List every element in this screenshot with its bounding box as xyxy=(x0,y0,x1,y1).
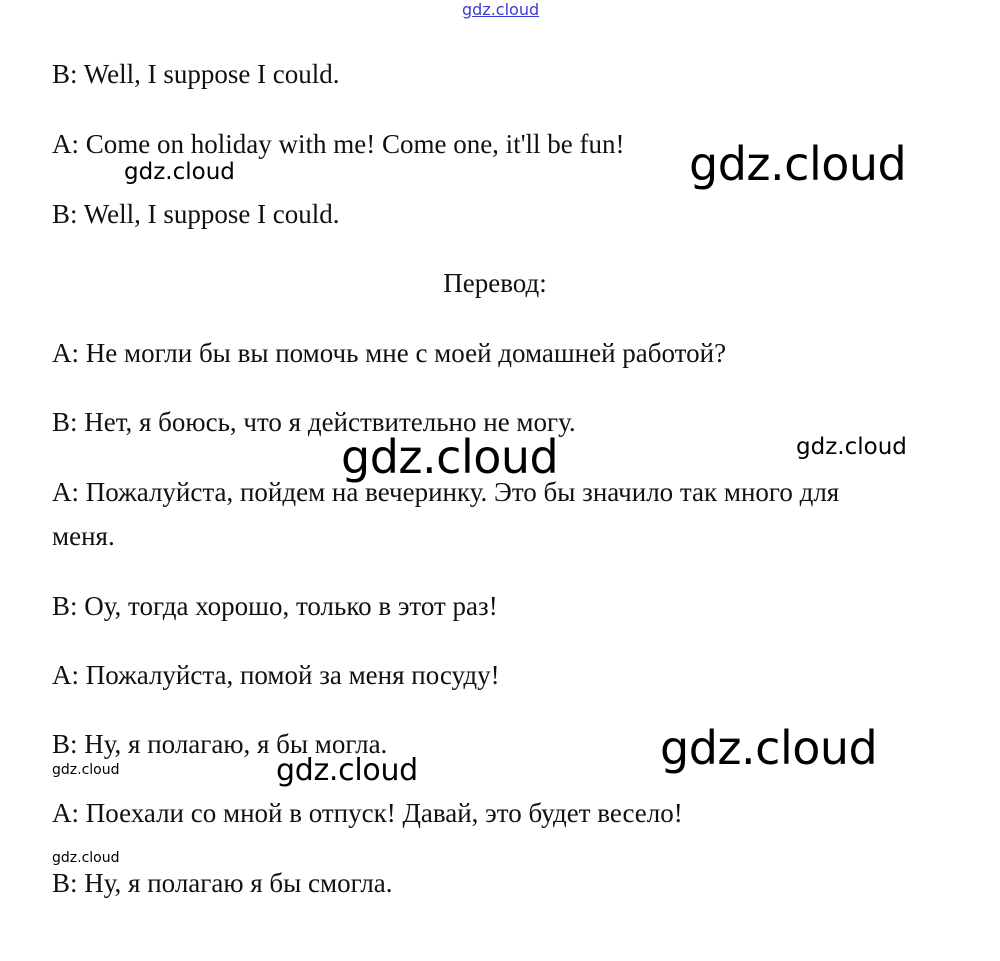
dialogue-line-ru-7: A: Поехали со мной в отпуск! Давай, это будет весело! xyxy=(52,798,683,828)
dialogue-line-ru-8: B: Ну, я полагаю я бы смогла. xyxy=(52,868,393,898)
dialogue-line-ru-5: A: Пожалуйста, помой за меня посуду! xyxy=(52,660,500,690)
watermark: gdz.cloud xyxy=(124,159,235,185)
watermark: gdz.cloud xyxy=(796,434,907,460)
watermark: gdz.cloud xyxy=(660,721,878,775)
dialogue-line-ru-2: B: Нет, я боюсь, что я действительно не могу. xyxy=(52,407,576,437)
dialogue-line-en-2: A: Come on holiday with me! Come one, it'll be fun! xyxy=(52,129,625,159)
watermark: gdz.cloud xyxy=(689,137,907,191)
dialogue-line-en-1: B: Well, I suppose I could. xyxy=(52,59,340,89)
dialogue-line-ru-3-continued: меня. xyxy=(52,521,115,551)
watermark: gdz.cloud xyxy=(276,753,418,788)
watermark-link-top[interactable]: gdz.cloud xyxy=(462,0,540,19)
dialogue-line-en-3: B: Well, I suppose I could. xyxy=(52,199,340,229)
watermark: gdz.cloud xyxy=(341,430,559,484)
dialogue-line-ru-4: B: Оу, тогда хорошо, только в этот раз! xyxy=(52,591,498,621)
watermark: gdz.cloud xyxy=(52,850,120,866)
dialogue-line-ru-1: A: Не могли бы вы помочь мне с моей домашней работой? xyxy=(52,338,727,368)
dialogue-line-ru-6: B: Ну, я полагаю, я бы могла. xyxy=(52,729,388,759)
dialogue-line-ru-3: A: Пожалуйста, пойдем на вечеринку. Это бы значило так много для xyxy=(52,477,840,507)
translation-heading: Перевод: xyxy=(443,268,547,298)
watermark: gdz.cloud xyxy=(52,762,120,778)
